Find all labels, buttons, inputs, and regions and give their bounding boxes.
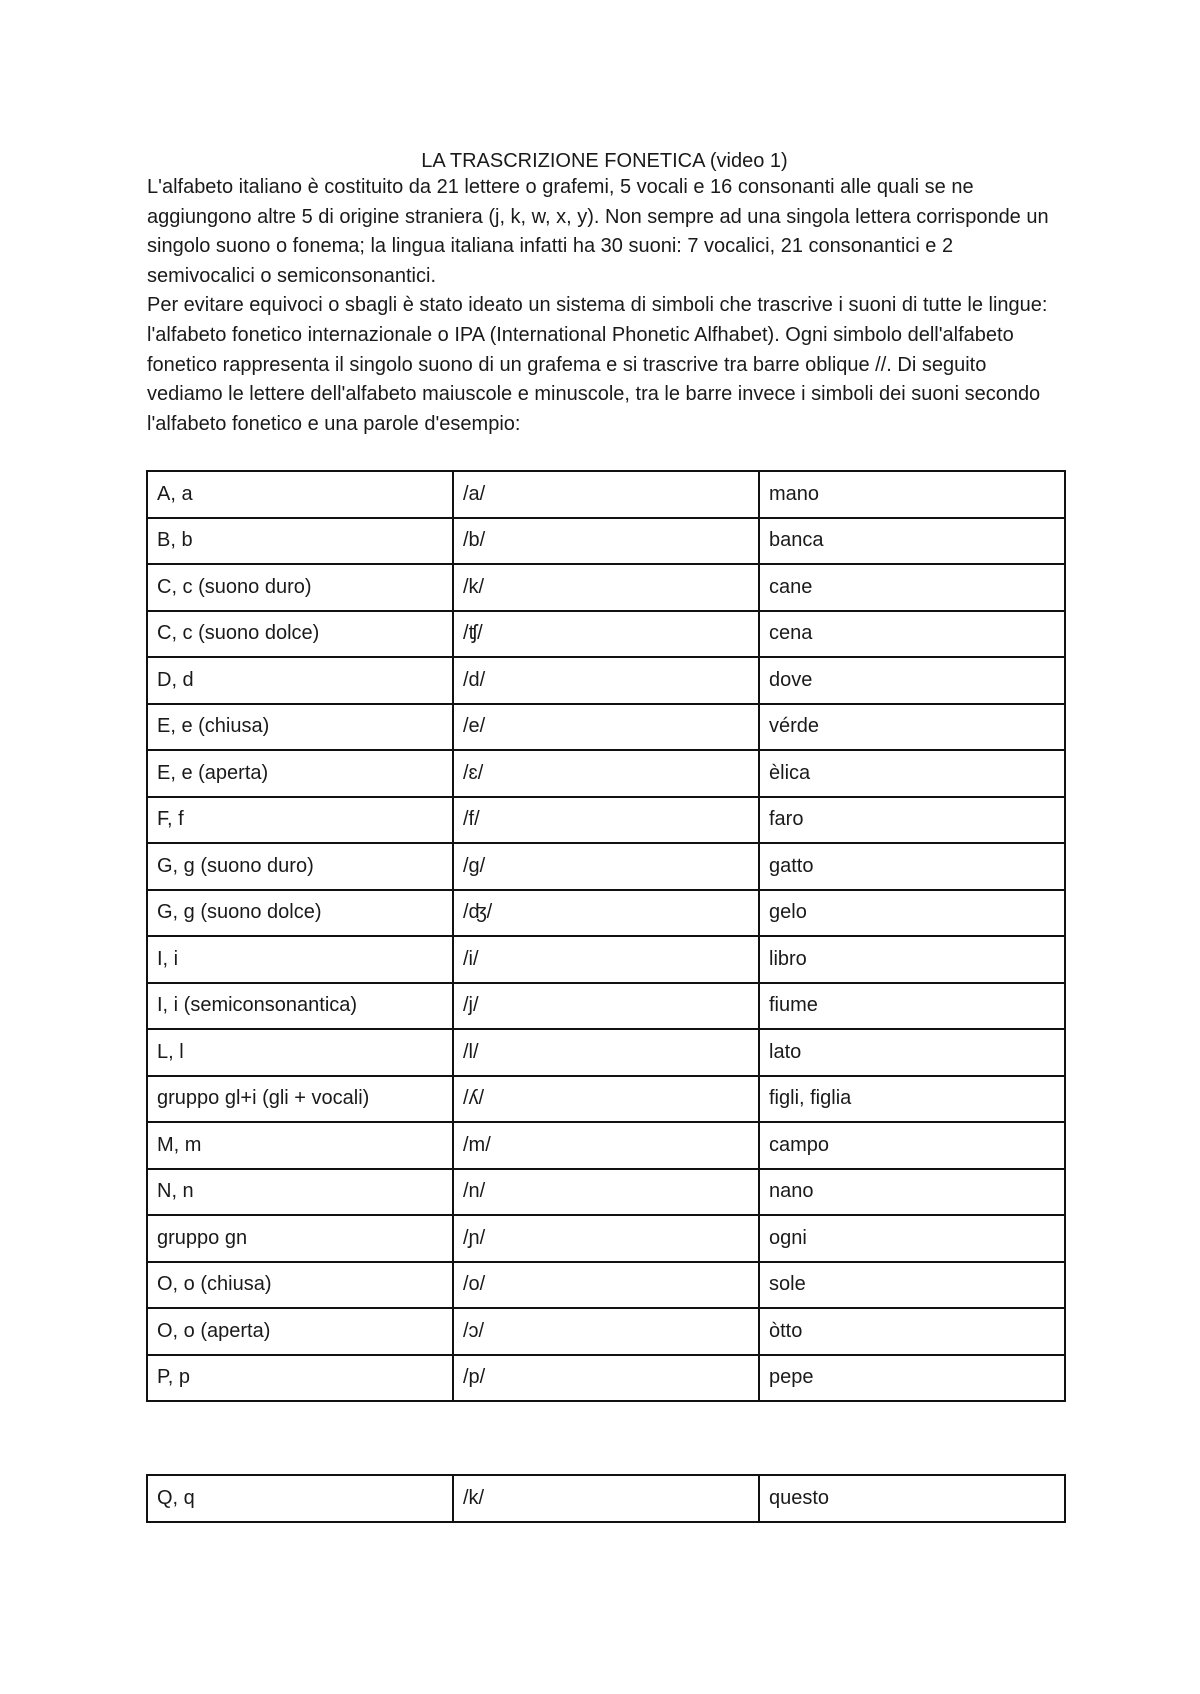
example-cell: faro — [759, 797, 1065, 844]
ipa-cell: /k/ — [453, 1475, 759, 1522]
phonetic-table — [146, 470, 1066, 1402]
letter-cell: I, i — [147, 936, 453, 983]
intro-text — [147, 173, 1062, 439]
table-row — [147, 1355, 1065, 1402]
example-cell: libro — [759, 936, 1065, 983]
ipa-cell: /f/ — [453, 797, 759, 844]
table-row — [147, 1169, 1065, 1216]
letter-cell: gruppo gl+i (gli + vocali) — [147, 1076, 453, 1123]
example-cell: ogni — [759, 1215, 1065, 1262]
ipa-cell: /b/ — [453, 518, 759, 565]
letter-cell: C, c (suono duro) — [147, 564, 453, 611]
table-row — [147, 936, 1065, 983]
letter-cell: G, g (suono duro) — [147, 843, 453, 890]
document-title: LA TRASCRIZIONE FONETICA (video 1) — [421, 150, 788, 172]
example-cell: cena — [759, 611, 1065, 658]
phonetic-table-continued — [146, 1474, 1066, 1523]
letter-cell: B, b — [147, 518, 453, 565]
ipa-cell: /ʎ/ — [453, 1076, 759, 1123]
table-row — [147, 983, 1065, 1030]
ipa-cell: /ɛ/ — [453, 750, 759, 797]
table-row — [147, 797, 1065, 844]
ipa-cell: /n/ — [453, 1169, 759, 1216]
example-cell: mano — [759, 471, 1065, 518]
letter-cell: O, o (chiusa) — [147, 1262, 453, 1309]
example-cell: fiume — [759, 983, 1065, 1030]
table-row — [147, 657, 1065, 704]
table-row — [147, 1308, 1065, 1355]
letter-cell: P, p — [147, 1355, 453, 1402]
letter-cell: O, o (aperta) — [147, 1308, 453, 1355]
letter-cell: Q, q — [147, 1475, 453, 1522]
example-cell: lato — [759, 1029, 1065, 1076]
table-row — [147, 518, 1065, 565]
letter-cell: C, c (suono dolce) — [147, 611, 453, 658]
letter-cell: G, g (suono dolce) — [147, 890, 453, 937]
example-cell: banca — [759, 518, 1065, 565]
example-cell: gatto — [759, 843, 1065, 890]
ipa-cell: /ʤ/ — [453, 890, 759, 937]
table-row — [147, 611, 1065, 658]
letter-cell: M, m — [147, 1122, 453, 1169]
example-cell: vérde — [759, 704, 1065, 751]
table-row — [147, 1122, 1065, 1169]
example-cell: cane — [759, 564, 1065, 611]
example-cell: campo — [759, 1122, 1065, 1169]
ipa-cell: /m/ — [453, 1122, 759, 1169]
example-cell: nano — [759, 1169, 1065, 1216]
letter-cell: L, l — [147, 1029, 453, 1076]
table-row — [147, 1076, 1065, 1123]
table-row — [147, 890, 1065, 937]
ipa-cell: /a/ — [453, 471, 759, 518]
ipa-cell: /ɔ/ — [453, 1308, 759, 1355]
ipa-cell: /i/ — [453, 936, 759, 983]
letter-cell: E, e (aperta) — [147, 750, 453, 797]
example-cell: èlica — [759, 750, 1065, 797]
letter-cell: I, i (semiconsonantica) — [147, 983, 453, 1030]
example-cell: dove — [759, 657, 1065, 704]
ipa-cell: /ʧ/ — [453, 611, 759, 658]
letter-cell: N, n — [147, 1169, 453, 1216]
table-row — [147, 1262, 1065, 1309]
example-cell: pepe — [759, 1355, 1065, 1402]
ipa-cell: /e/ — [453, 704, 759, 751]
table-row — [147, 704, 1065, 751]
table-row — [147, 1215, 1065, 1262]
table-row — [147, 564, 1065, 611]
example-cell: gelo — [759, 890, 1065, 937]
ipa-cell: /j/ — [453, 983, 759, 1030]
intro-paragraph-2: Per evitare equivoci o sbagli è stato ideato un sistema di simboli che trascrive i suoni di tutte le lingue: l'alfabeto fonetico internazionale o IPA (International Phonetic Alfhabet). Ogni simbolo dell'alfabeto fonetico rappresenta il singolo suono di un grafema e si trascrive tra barre oblique //. Di seguito vediamo le lettere dell'alfabeto maiuscole e minuscole, tra le barre invece i simboli dei suoni secondo l'alfabeto fonetico e una parole d'esempio: — [147, 294, 1048, 435]
example-cell: figli, figlia — [759, 1076, 1065, 1123]
ipa-cell: /d/ — [453, 657, 759, 704]
letter-cell: E, e (chiusa) — [147, 704, 453, 751]
ipa-cell: /p/ — [453, 1355, 759, 1402]
example-cell: questo — [759, 1475, 1065, 1522]
example-cell: sole — [759, 1262, 1065, 1309]
ipa-cell: /l/ — [453, 1029, 759, 1076]
table-row — [147, 843, 1065, 890]
table-row — [147, 1475, 1065, 1522]
table-row — [147, 471, 1065, 518]
ipa-cell: /k/ — [453, 564, 759, 611]
letter-cell: gruppo gn — [147, 1215, 453, 1262]
table-row — [147, 750, 1065, 797]
ipa-cell: /ɲ/ — [453, 1215, 759, 1262]
intro-paragraph-1: L'alfabeto italiano è costituito da 21 lettere o grafemi, 5 vocali e 16 consonanti alle quali se ne aggiungono altre 5 di origine straniera (j, k, w, x, y). Non sempre ad una singola lettera corrisponde un singolo suono o fonema; la lingua italiana infatti ha 30 suoni: 7 vocalici, 21 consonantici e 2 semivocalici o semiconsonantici. — [147, 176, 1049, 287]
letter-cell: D, d — [147, 657, 453, 704]
table-row — [147, 1029, 1065, 1076]
ipa-cell: /g/ — [453, 843, 759, 890]
ipa-cell: /o/ — [453, 1262, 759, 1309]
example-cell: òtto — [759, 1308, 1065, 1355]
letter-cell: F, f — [147, 797, 453, 844]
letter-cell: A, a — [147, 471, 453, 518]
